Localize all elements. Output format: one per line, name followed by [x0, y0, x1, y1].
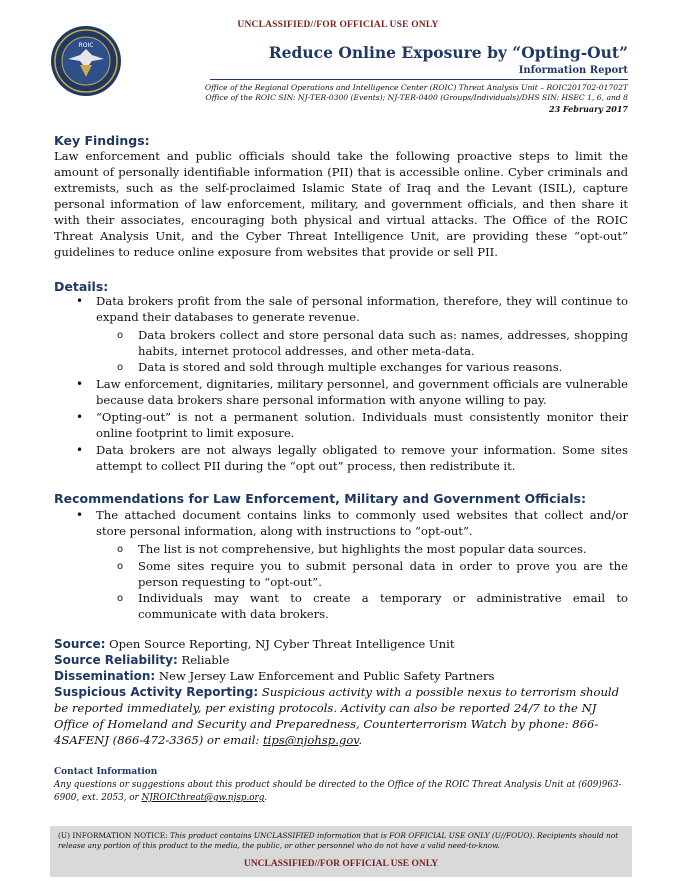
source-label: Source: — [54, 637, 106, 651]
sar-label: Suspicious Activity Reporting: — [54, 685, 259, 699]
bullet-dot-icon: • — [76, 443, 84, 457]
contact-body: Any questions or suggestions about this product should be directed to the Office of the ROIC Threat Analysis Unit at (609)963-6900, ext. 2053, or — [54, 780, 622, 803]
notice-text: This product contains UNCLASSIFIED information that is FOR OFFICIAL USE ONLY (U//FOUO). Recipients should not release any portion of this product to the media, the public, or other personnel who do not have a valid need-to-know. — [58, 831, 619, 850]
bullet-dot-icon: • — [76, 294, 84, 308]
report-title: Reduce Online Exposure by “Opting-Out” — [268, 43, 628, 62]
header-divider — [210, 79, 628, 80]
details-bullet-3: “Opting-out” is not a permanent solution. Individuals must consistently monitor their online footprint to limit exposure. — [96, 410, 628, 440]
details-sub-bullet-1a: Data brokers collect and store personal data such as: names, addresses, shopping habits, internet protocol addresses, and other meta-data. — [138, 328, 628, 358]
details-bullet-4: Data brokers are not always legally obligated to remove your information. Some sites attempt to collect PII during the “opt out” process, then redistribute it. — [96, 443, 628, 473]
classification-banner-bottom: UNCLASSIFIED//FOR OFFICIAL USE ONLY — [243, 859, 439, 869]
details-sub-bullet-1b: Data is stored and sold through multiple exchanges for various reasons. — [138, 360, 563, 374]
information-notice — [58, 831, 624, 851]
classification-banner-top: UNCLASSIFIED//FOR OFFICIAL USE ONLY — [237, 20, 439, 30]
report-subtitle: Information Report — [518, 65, 628, 76]
office-line-2: Office of the ROIC SIN: NJ-TER-0300 (Events); NJ-TER-0400 (Groups/Individuals)/DHS SIN: HSEC 1, 6, and 8 — [205, 93, 628, 102]
reliability-line — [54, 652, 644, 668]
sub-bullet-circle-icon: o — [117, 330, 124, 341]
sar-end: . — [358, 733, 363, 747]
sar-email-link[interactable]: tips@njohsp.gov — [263, 733, 359, 747]
recommendations-sub-bullet-1c: Individuals may want to create a temporary or administrative email to communicate with data brokers. — [138, 591, 628, 621]
recommendations-sub-bullet-1b: Some sites require you to submit personal data in order to prove you are the person requesting to “opt-out”. — [138, 559, 628, 589]
notice-label: (U) INFORMATION NOTICE: — [58, 831, 168, 840]
recommendations-heading: Recommendations for Law Enforcement, Military and Government Officials: — [54, 491, 586, 506]
source-value: Open Source Reporting, NJ Cyber Threat Intelligence Unit — [109, 637, 455, 651]
contact-text — [54, 779, 628, 805]
sub-bullet-circle-icon: o — [117, 362, 124, 373]
sub-bullet-circle-icon: o — [117, 593, 124, 604]
details-bullet-1: Data brokers profit from the sale of personal information, therefore, they will continue to expand their databases to generate revenue. — [96, 294, 628, 324]
contact-end: . — [264, 793, 268, 803]
office-line-1: Office of the Regional Operations and Intelligence Center (ROIC) Threat Analysis Unit – ROIC201702-01702T — [204, 83, 628, 92]
roic-seal-icon — [50, 25, 122, 97]
dissemination-value: New Jersey Law Enforcement and Public Safety Partners — [158, 669, 495, 683]
sar-text: Suspicious activity with a possible nexus to terrorism should be reported immediately, per existing protocols. Activity can also be reported 24/7 to the NJ Office of Homeland and Security and Preparedness, Counterterrorism Watch by phone: 866-4SAFENJ (866-472-3365) or email: — [54, 685, 620, 747]
contact-email-link[interactable]: NJROICthreat@gw.njsp.org — [141, 793, 265, 803]
dissemination-label: Dissemination: — [54, 669, 156, 683]
recommendations-sub-bullet-1a: The list is not comprehensive, but highlights the most popular data sources. — [138, 542, 587, 556]
bullet-dot-icon: • — [76, 508, 84, 522]
bullet-dot-icon: • — [76, 410, 84, 424]
sub-bullet-circle-icon: o — [117, 561, 124, 572]
office-info — [180, 83, 628, 103]
key-findings-text: Law enforcement and public officials should take the following proactive steps to limit the amount of personally identifiable information (PII) that is accessible online. Cyber criminals and extremists, such as the self-proclaimed Islamic State of Iraq and the Levant (ISIL), capture personal information of law enforcement, military, and government officials, and then share it with their associates, encouraging both physical and virtual attacks. The Office of the ROIC Threat Analysis Unit, and the Cyber Threat Intelligence Unit, are providing these “opt-out” guidelines to reduce online exposure from websites that provide or sell PII. — [54, 149, 628, 259]
details-bullet-2: Law enforcement, dignitaries, military personnel, and government officials are vulnerable because data brokers share personal information with anyone willing to pay. — [96, 377, 628, 407]
details-heading: Details: — [54, 279, 109, 294]
bullet-dot-icon: • — [76, 377, 84, 391]
report-date: 23 February 2017 — [549, 104, 628, 114]
reliability-value: Reliable — [181, 653, 230, 667]
key-findings-heading: Key Findings: — [54, 133, 150, 148]
dissemination-line — [54, 668, 644, 684]
sub-bullet-circle-icon: o — [117, 544, 124, 555]
seal-text: ROIC — [78, 42, 94, 49]
source-line — [54, 636, 644, 652]
contact-heading: Contact Information — [54, 767, 158, 777]
reliability-label: Source Reliability: — [54, 653, 178, 667]
sar-block — [54, 684, 628, 748]
recommendations-bullet-1: The attached document contains links to commonly used websites that collect and/or store personal information, along with instructions to “opt-out”. — [96, 508, 628, 538]
